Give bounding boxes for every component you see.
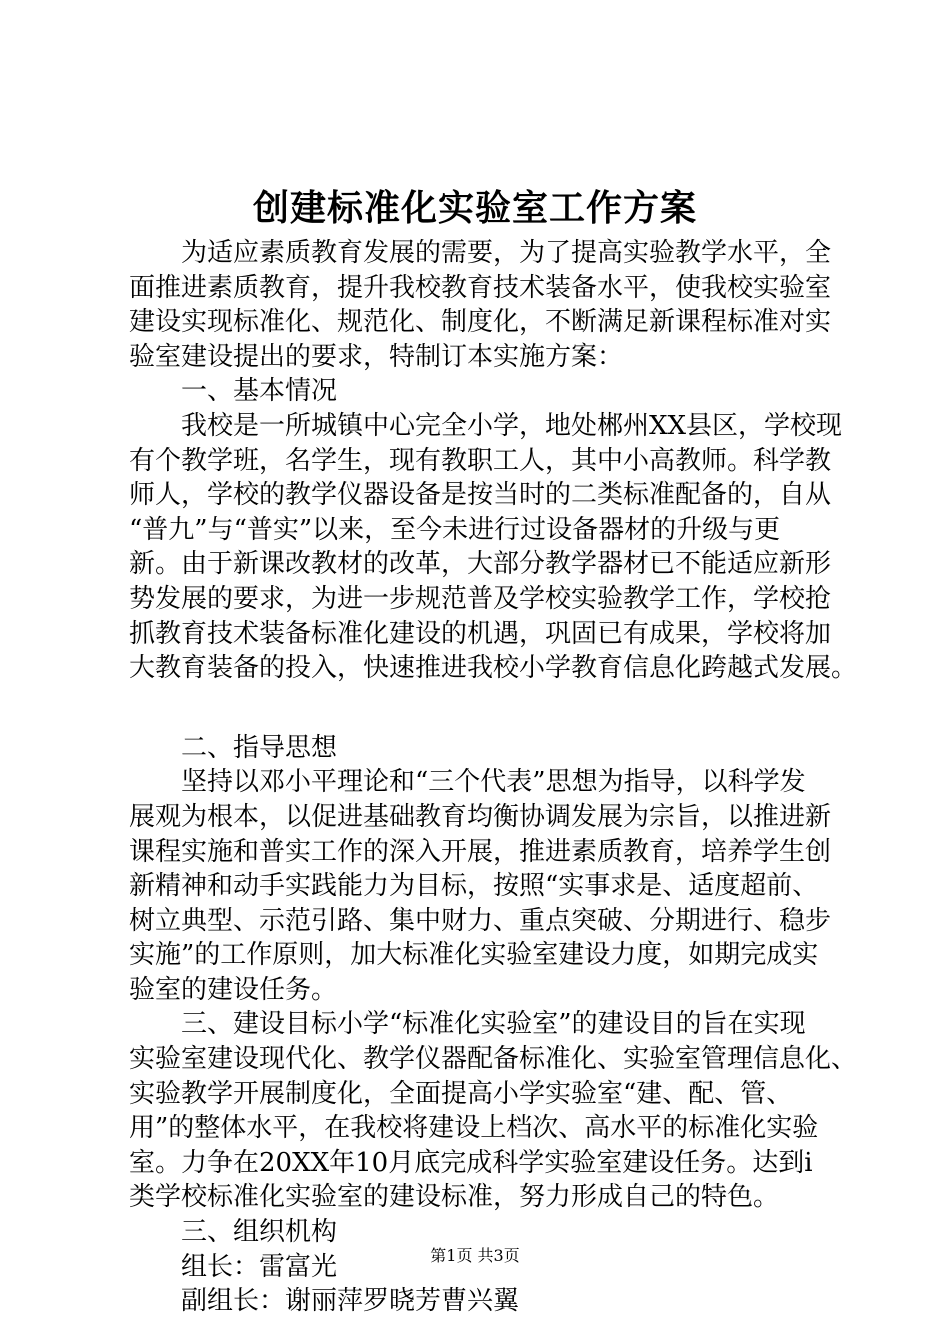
document-body (129, 236, 858, 1319)
paragraph-line: 用”的整体水平，在我校将建设上档次、高水平的标准化实验 (129, 1113, 819, 1144)
paragraph-line: 课程实施和普实工作的深入开展，推进素质教育，培养学生创 (129, 836, 832, 867)
paragraph-line: 坚持以邓小平理论和“三个代表”思想为指导，以科学发 (181, 767, 806, 798)
paragraph-line: 有个教学班，名学生，现有教职工人，其中小高教师。科学教 (129, 445, 832, 476)
paragraph-line: 师人，学校的教学仪器设备是按当时的二类标准配备的，自从 (129, 480, 832, 511)
document-title: 创建标准化实验室工作方案 (252, 187, 697, 229)
paragraph-line: 类学校标准化实验室的建设标准，努力形成自己的特色。 (129, 1182, 780, 1213)
deputy-leader-line: 副组长：谢丽萍罗晓芳曹兴翼 (181, 1286, 520, 1317)
paragraph-line: 验室建设提出的要求，特制订本实施方案： (129, 341, 624, 372)
section-heading: 一、基本情况 (181, 376, 338, 407)
paragraph-line: 实验教学开展制度化，全面提高小学实验室“建、配、管、 (129, 1078, 793, 1109)
paragraph-line: 树立典型、示范引路、集中财力、重点突破、分期进行、稳步 (129, 905, 832, 936)
paragraph-gap (129, 686, 841, 731)
paragraph-line: 验室的建设任务。 (129, 974, 338, 1005)
page-number: 第1页 共3页 (430, 1246, 520, 1265)
paragraph-line: 为适应素质教育发展的需要，为了提高实验教学水平，全 (181, 238, 832, 268)
section-heading: 三、组织机构 (181, 1217, 338, 1248)
paragraph-line: “普九”与“普实”以来，至今未进行过设备器材的升级与更 (129, 514, 781, 545)
paragraph-line: 实施”的工作原则，加大标准化实验室建设力度，如期完成实 (129, 940, 819, 971)
paragraph-line: 我校是一所城镇中心完全小学，地处郴州XX县区，学校现 (181, 410, 843, 441)
paragraph-line: 大教育装备的投入，快速推进我校小学教育信息化跨越式发展。 (129, 653, 858, 684)
group-leader-line: 组长：雷富光 (181, 1251, 338, 1282)
paragraph-line: 展观为根本，以促进基础教育均衡协调发展为宗旨，以推进新 (129, 801, 832, 832)
paragraph-line: 三、建设目标小学“标准化实验室”的建设目的旨在实现 (181, 1009, 806, 1040)
paragraph-line: 新精神和动手实践能力为目标，按照“实事求是、适度超前、 (129, 871, 819, 902)
section-heading: 二、指导思想 (181, 732, 338, 763)
paragraph-line: 抓教育技术装备标准化建设的机遇，巩固已有成果，学校将加 (129, 618, 832, 649)
paragraph-line: 实验室建设现代化、教学仪器配备标准化、实验室管理信息化、 (129, 1044, 858, 1075)
paragraph-line: 面推进素质教育，提升我校教育技术装备水平，使我校实验室 (129, 272, 832, 303)
paragraph-line: 建设实现标准化、规范化、制度化，不断满足新课程标准对实 (129, 307, 832, 338)
paragraph-line: 室。力争在20XX年10月底完成科学实验室建设任务。达到i (129, 1147, 813, 1178)
paragraph-line: 势发展的要求，为进一步规范普及学校实验教学工作，学校抢 (129, 583, 832, 614)
paragraph-line: 新。由于新课改教材的改革，大部分教学器材已不能适应新形 (129, 549, 832, 580)
